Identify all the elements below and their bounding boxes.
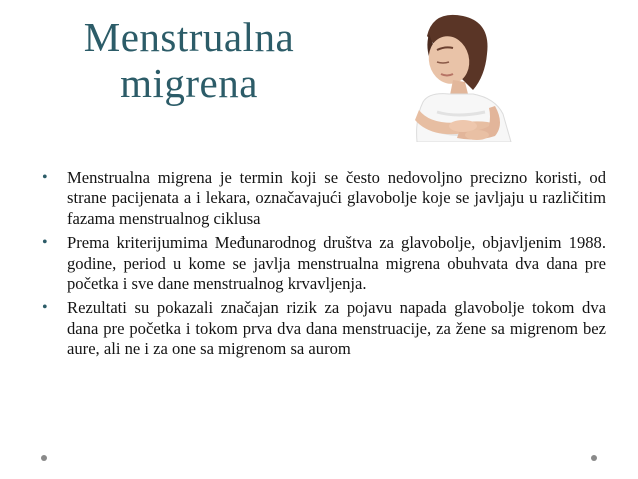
bullet-point-icon: • (42, 169, 48, 186)
bullet-text: Prema kriterijumima Međunarodnog društva za glavobolje, objavljenim 1988. godine, period u kome se javlja menstrualna migrena obuhvata dva dana pre početka i sve dane menstrualnog krvavljenja. (67, 233, 606, 294)
bullet-list (42, 168, 606, 364)
bullet-item (42, 168, 606, 229)
slide-title (44, 14, 334, 106)
woman-holding-abdomen-photo (345, 14, 571, 142)
title-line-2: migrena (120, 60, 258, 106)
bullet-item (42, 233, 606, 294)
bullet-item (42, 298, 606, 359)
decorative-dot-icon (41, 455, 47, 461)
bullet-text: Rezultati su pokazali značajan rizik za pojavu napada glavobolje tokom dva dana pre početka i tokom prva dva dana menstruacije, za žene sa migrenom bez aure, ali ne i za one sa migrenom sa aurom (67, 298, 606, 359)
decorative-dot-icon (591, 455, 597, 461)
bullet-text: Menstrualna migrena je termin koji se često nedovoljno precizno koristi, od strane pacijenata a i lekara, označavajući glavobolje koje se javljaju u različitim fazama menstrualnog ciklusa (67, 168, 606, 228)
photo-illustration (345, 14, 571, 142)
bullet-point-icon: • (42, 234, 48, 252)
bullet-point-icon: • (42, 299, 48, 317)
title-line-1: Menstrualna (83, 14, 295, 60)
